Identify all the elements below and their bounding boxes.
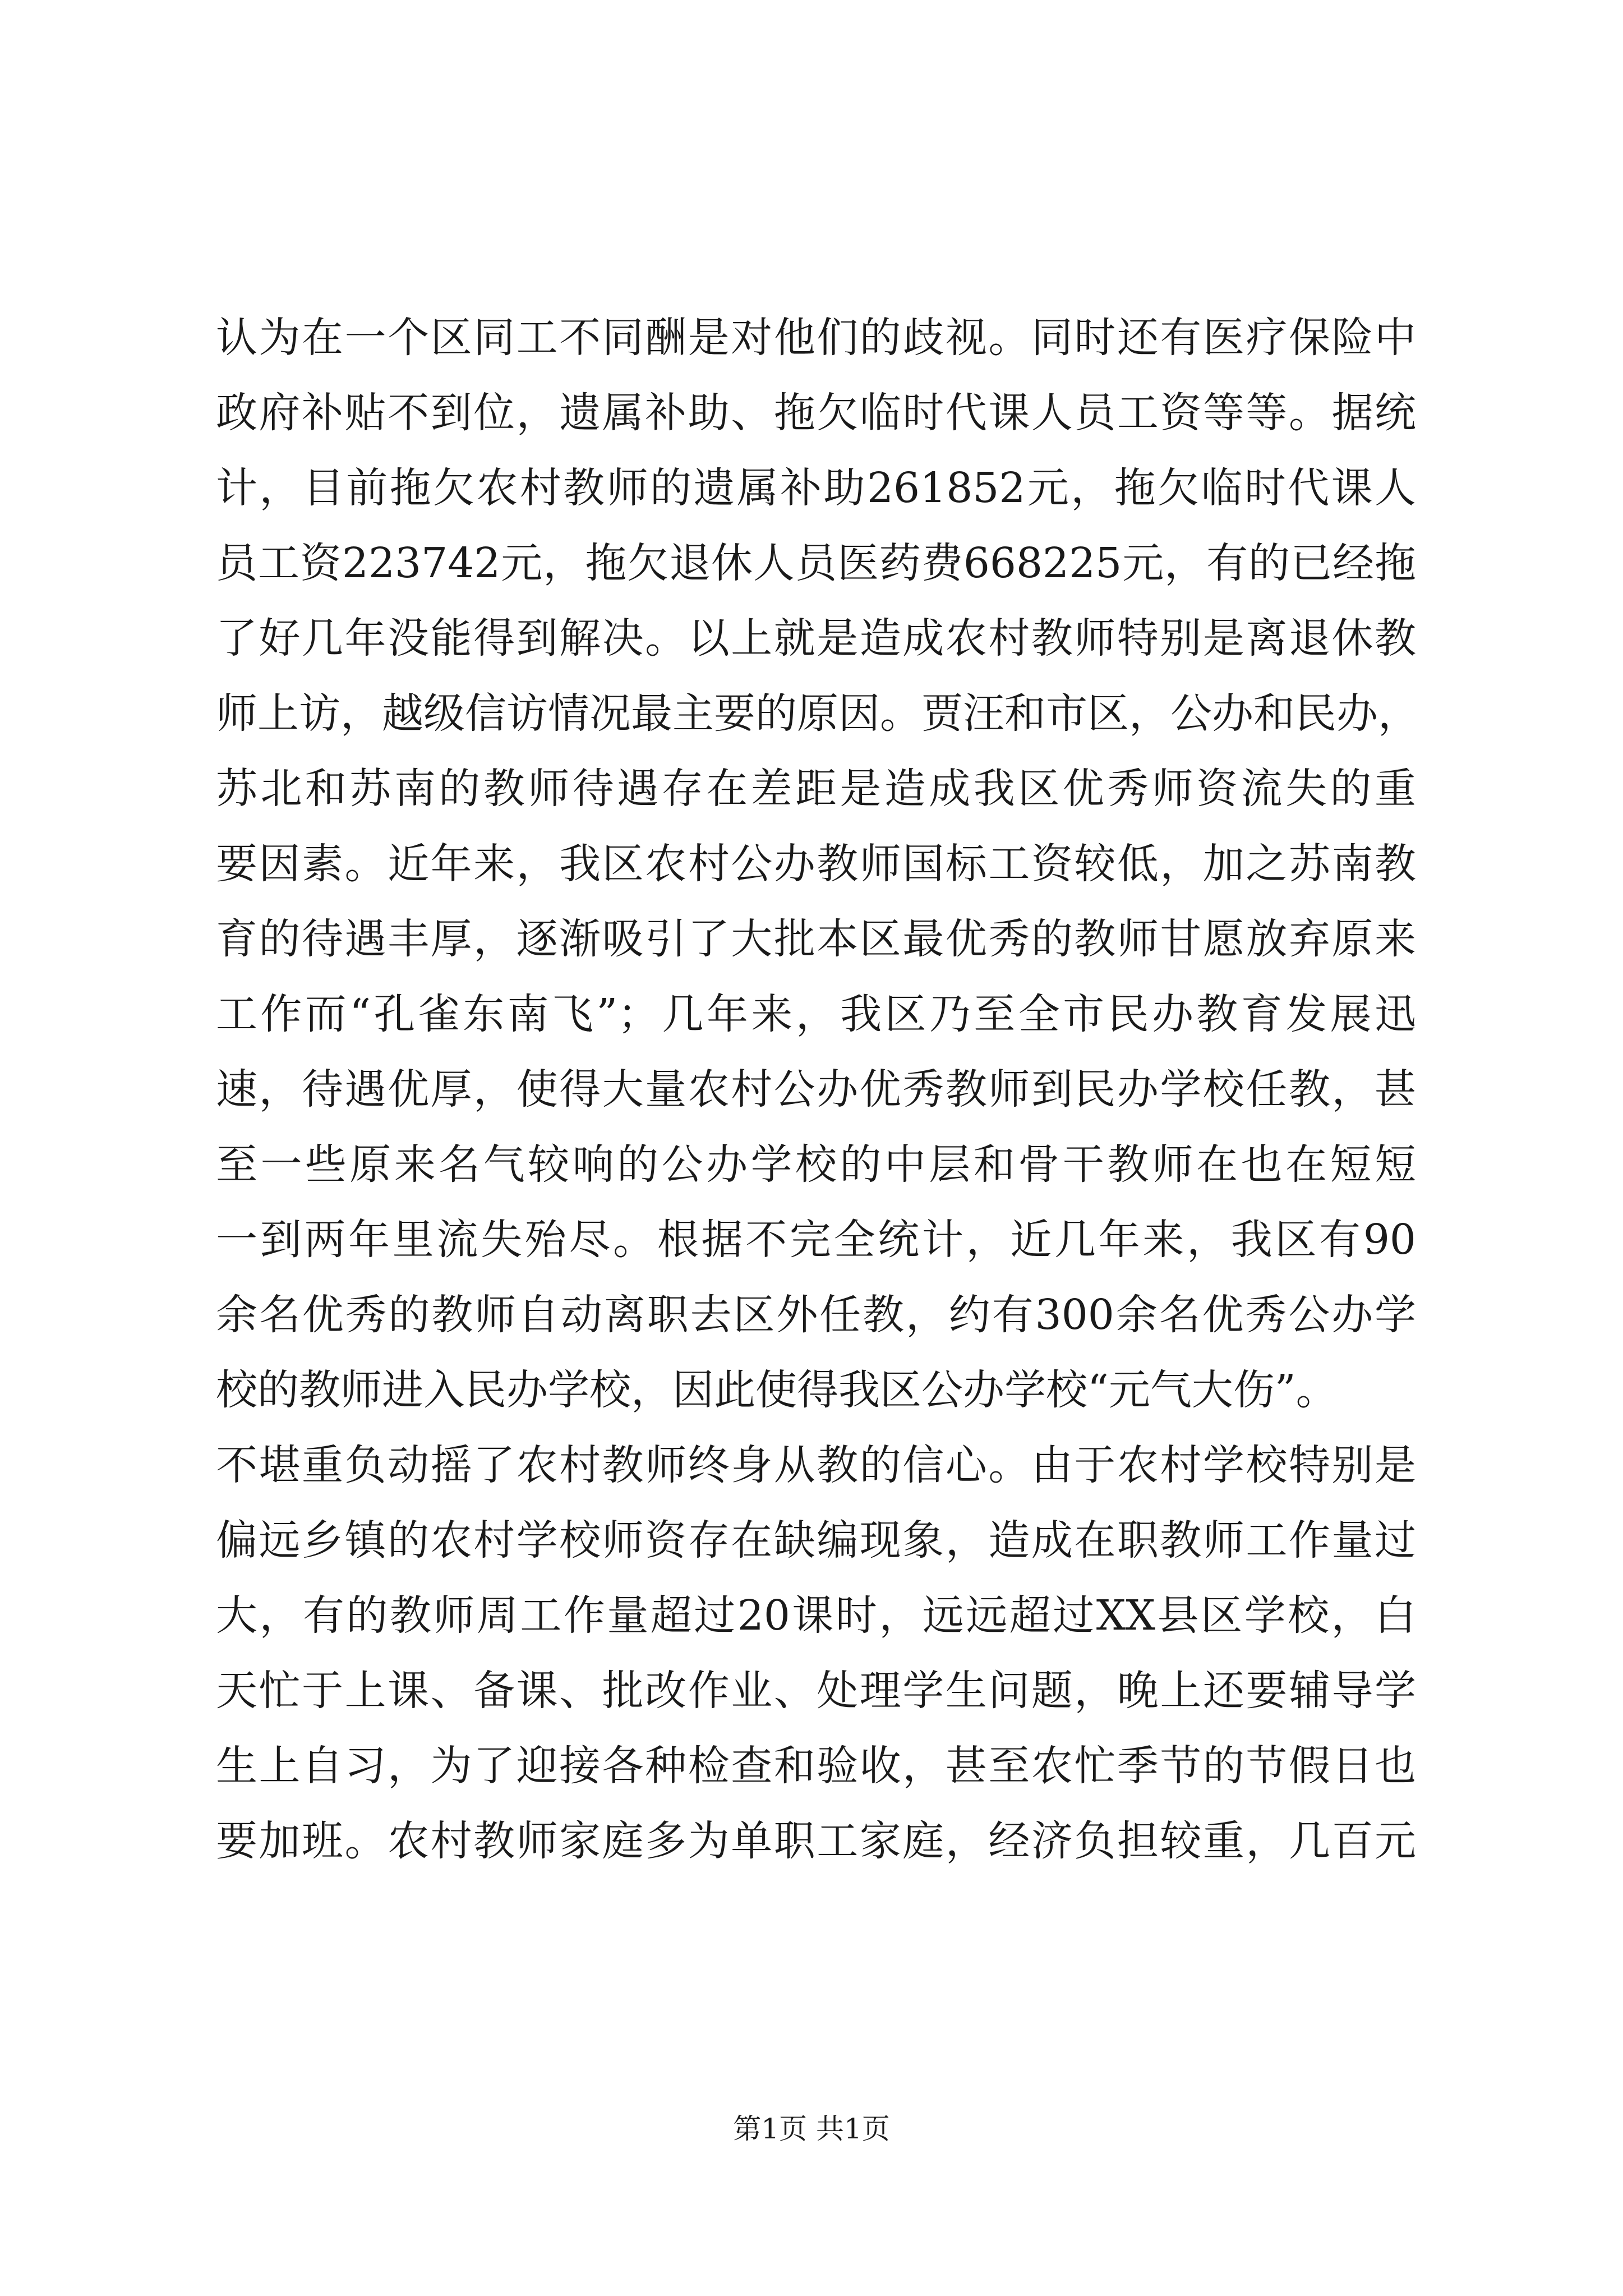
text-line: 政府补贴不到位，遗属补助、拖欠临时代课人员工资等等。据统: [216, 389, 1416, 437]
text-line: 至一些原来名气较响的公办学校的中层和骨干教师在也在短短: [216, 1140, 1416, 1189]
text-line: 育的待遇丰厚，逐渐吸引了大批本区最优秀的教师甘愿放弃原来: [216, 915, 1416, 963]
text-line: 要加班。农村教师家庭多为单职工家庭，经济负担较重，几百元: [216, 1817, 1416, 1865]
text-line: 天忙于上课、备课、批改作业、处理学生问题，晚上还要辅导学: [216, 1667, 1416, 1715]
text-line: 校的教师进入民办学校，因此使得我区公办学校“元气大伤”。: [216, 1366, 1338, 1414]
text-line: 一到两年里流失殆尽。根据不完全统计，近几年来，我区有90: [216, 1216, 1416, 1264]
text-line: 计，目前拖欠农村教师的遗属补助261852元，拖欠临时代课人: [216, 464, 1416, 512]
text-line: 工作而“孔雀东南飞”；几年来，我区乃至全市民办教育发展迅: [216, 990, 1416, 1038]
text-line: 员工资223742元，拖欠退休人员医药费668225元，有的已经拖: [216, 539, 1416, 587]
text-line: 了好几年没能得到解决。以上就是造成农村教师特别是离退休教: [216, 614, 1416, 662]
body-text: [216, 300, 1419, 1879]
text-line: 速，待遇优厚，使得大量农村公办优秀教师到民办学校任教，甚: [216, 1065, 1416, 1114]
text-line: 生上自习，为了迎接各种检查和验收，甚至农忙季节的节假日也: [216, 1742, 1416, 1790]
text-line: 师上访，越级信访情况最主要的原因。贾汪和市区，公办和民办，: [216, 689, 1419, 738]
text-line: 不堪重负动摇了农村教师终身从教的信心。由于农村学校特别是: [216, 1441, 1416, 1489]
text-line: 认为在一个区同工不同酬是对他们的歧视。同时还有医疗保险中: [216, 314, 1416, 362]
text-line: 余名优秀的教师自动离职去区外任教，约有300余名优秀公办学: [216, 1291, 1416, 1339]
text-line: 偏远乡镇的农村学校师资存在缺编现象，造成在职教师工作量过: [216, 1516, 1416, 1565]
text-line: 苏北和苏南的教师待遇存在差距是造成我区优秀师资流失的重: [216, 765, 1416, 813]
page-number-footer: 第1页 共1页: [733, 2113, 890, 2145]
text-line: 要因素。近年来，我区农村公办教师国标工资较低，加之苏南教: [216, 840, 1416, 888]
text-line: 大，有的教师周工作量超过20课时，远远超过XX县区学校，白: [216, 1591, 1416, 1640]
